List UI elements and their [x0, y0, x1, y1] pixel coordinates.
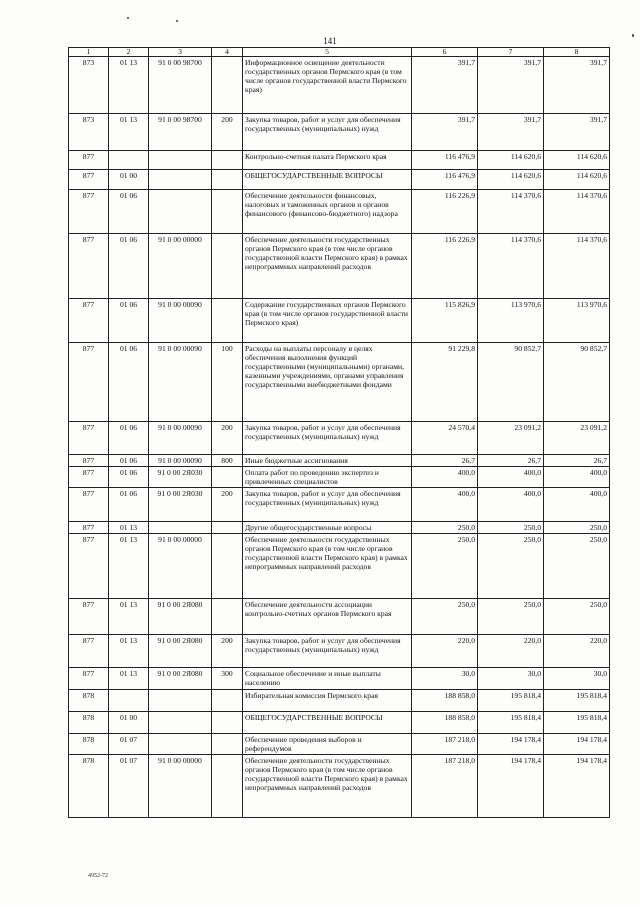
cell-amount-col7: 114 370,6: [478, 234, 544, 299]
table-row: [69, 114, 610, 151]
table-row: [69, 57, 610, 114]
cell-department: 877: [69, 299, 109, 343]
cell-amount-col6: 26,7: [412, 455, 478, 467]
cell-target-article: [149, 690, 212, 712]
cell-amount-col8: 26,7: [544, 455, 610, 467]
table-row: [69, 668, 610, 690]
table-row: [69, 534, 610, 599]
cell-amount-col7: 194 178,4: [478, 755, 544, 818]
cell-expense-type: [212, 534, 243, 599]
cell-amount-col8: 400,0: [544, 467, 610, 488]
cell-target-article: [149, 734, 212, 755]
cell-description: ОБЩЕГОСУДАРСТВЕННЫЕ ВОПРОСЫ: [243, 712, 412, 734]
table-row: [69, 455, 610, 467]
cell-target-article: [149, 712, 212, 734]
cell-section: 01 13: [109, 114, 149, 151]
header-cell: 2: [109, 48, 149, 57]
cell-amount-col7: 113 970,6: [478, 299, 544, 343]
cell-amount-col8: 391,7: [544, 114, 610, 151]
cell-amount-col7: 114 620,6: [478, 151, 544, 170]
budget-table: [68, 47, 610, 818]
cell-expense-type: [212, 151, 243, 170]
scan-speck: [632, 34, 634, 37]
cell-amount-col8: 250,0: [544, 534, 610, 599]
table-row: [69, 299, 610, 343]
cell-amount-col7: 30,0: [478, 668, 544, 690]
cell-section: 01 13: [109, 57, 149, 114]
table-row: [69, 488, 610, 522]
cell-expense-type: [212, 190, 243, 234]
cell-amount-col8: 114 370,6: [544, 234, 610, 299]
cell-department: 877: [69, 635, 109, 668]
cell-department: 878: [69, 712, 109, 734]
cell-amount-col7: 26,7: [478, 455, 544, 467]
cell-amount-col8: 194 178,4: [544, 734, 610, 755]
cell-amount-col6: 250,0: [412, 599, 478, 635]
cell-description: Социальное обеспечение и иные выплаты населению: [243, 668, 412, 690]
cell-target-article: 91 0 00 00090: [149, 299, 212, 343]
cell-expense-type: [212, 599, 243, 635]
cell-description: Обеспечение деятельности ассоциации контрольно-счетных органов Пермского края: [243, 599, 412, 635]
cell-amount-col8: 90 852,7: [544, 343, 610, 422]
cell-section: 01 06: [109, 343, 149, 422]
cell-amount-col8: 250,0: [544, 522, 610, 534]
cell-amount-col6: 91 229,8: [412, 343, 478, 422]
cell-target-article: [149, 522, 212, 534]
cell-target-article: 91 0 00 2Я080: [149, 599, 212, 635]
cell-description: Расходы на выплаты персоналу в целях обеспечения выполнения функций государственными (муниципальными) органами, казенными учреждениями, органами управления государственными внебюджетными фондами: [243, 343, 412, 422]
cell-department: 877: [69, 422, 109, 455]
cell-section: 01 13: [109, 599, 149, 635]
cell-amount-col6: 116 226,9: [412, 234, 478, 299]
cell-expense-type: [212, 734, 243, 755]
table-row: [69, 234, 610, 299]
cell-target-article: 91 0 00 98700: [149, 114, 212, 151]
table-row: [69, 467, 610, 488]
cell-department: 877: [69, 522, 109, 534]
cell-department: 877: [69, 599, 109, 635]
cell-description: Закупка товаров, работ и услуг для обеспечения государственных (муниципальных) нужд: [243, 422, 412, 455]
cell-target-article: 91 0 00 00000: [149, 534, 212, 599]
cell-amount-col7: 114 370,6: [478, 190, 544, 234]
cell-expense-type: [212, 522, 243, 534]
cell-amount-col6: 391,7: [412, 57, 478, 114]
cell-amount-col6: 30,0: [412, 668, 478, 690]
cell-expense-type: [212, 57, 243, 114]
cell-amount-col7: 220,0: [478, 635, 544, 668]
table-row: [69, 151, 610, 170]
cell-section: 01 06: [109, 299, 149, 343]
table-row: [69, 343, 610, 422]
cell-expense-type: 200: [212, 635, 243, 668]
table-row: [69, 734, 610, 755]
cell-target-article: 91 0 00 00000: [149, 234, 212, 299]
cell-amount-col8: 400,0: [544, 488, 610, 522]
cell-amount-col6: 116 476,9: [412, 151, 478, 170]
cell-description: Оплата работ по проведению экспертиз и привлеченных специалистов: [243, 467, 412, 488]
cell-target-article: [149, 151, 212, 170]
cell-amount-col6: 391,7: [412, 114, 478, 151]
cell-section: 01 06: [109, 488, 149, 522]
cell-amount-col6: 187 218,0: [412, 755, 478, 818]
cell-section: [109, 151, 149, 170]
header-cell: 8: [544, 48, 610, 57]
cell-description: Контрольно-счетная палата Пермского края: [243, 151, 412, 170]
header-cell: 4: [212, 48, 243, 57]
cell-section: 01 06: [109, 455, 149, 467]
header-cell: 3: [149, 48, 212, 57]
cell-section: 01 07: [109, 734, 149, 755]
header-cell: 6: [412, 48, 478, 57]
cell-amount-col6: 220,0: [412, 635, 478, 668]
cell-description: ОБЩЕГОСУДАРСТВЕННЫЕ ВОПРОСЫ: [243, 170, 412, 190]
cell-amount-col8: 114 620,6: [544, 151, 610, 170]
cell-amount-col8: 250,0: [544, 599, 610, 635]
cell-expense-type: [212, 712, 243, 734]
cell-department: 877: [69, 343, 109, 422]
cell-target-article: 91 0 00 2Я080: [149, 635, 212, 668]
cell-section: 01 13: [109, 635, 149, 668]
cell-expense-type: 800: [212, 455, 243, 467]
cell-amount-col7: 195 818,4: [478, 712, 544, 734]
table-row: [69, 599, 610, 635]
cell-target-article: 91 0 00 2Я080: [149, 668, 212, 690]
cell-expense-type: [212, 467, 243, 488]
cell-department: 877: [69, 170, 109, 190]
page-number: 141: [323, 36, 337, 46]
cell-department: 877: [69, 455, 109, 467]
cell-department: 877: [69, 190, 109, 234]
cell-amount-col6: 116 226,9: [412, 190, 478, 234]
cell-amount-col8: 194 178,4: [544, 755, 610, 818]
cell-description: Закупка товаров, работ и услуг для обеспечения государственных (муниципальных) нужд: [243, 114, 412, 151]
cell-expense-type: [212, 299, 243, 343]
cell-section: 01 06: [109, 467, 149, 488]
cell-target-article: 91 0 00 00090: [149, 343, 212, 422]
cell-expense-type: [212, 170, 243, 190]
cell-section: [109, 690, 149, 712]
table-header-row: [69, 48, 610, 57]
table-row: [69, 422, 610, 455]
cell-amount-col8: 195 818,4: [544, 712, 610, 734]
cell-description: Обеспечение деятельности государственных органов Пермского края (в том числе органов государственной власти Пермского края) в рамках непрограммных направлений расходов: [243, 755, 412, 818]
cell-amount-col7: 195 818,4: [478, 690, 544, 712]
table-row: [69, 690, 610, 712]
cell-expense-type: [212, 755, 243, 818]
cell-amount-col6: 24 570,4: [412, 422, 478, 455]
cell-section: 01 06: [109, 190, 149, 234]
cell-amount-col7: 400,0: [478, 467, 544, 488]
cell-department: 878: [69, 690, 109, 712]
cell-department: 873: [69, 114, 109, 151]
cell-target-article: 91 0 00 00090: [149, 422, 212, 455]
cell-amount-col6: 188 858,0: [412, 712, 478, 734]
cell-amount-col6: 188 858,0: [412, 690, 478, 712]
cell-expense-type: [212, 234, 243, 299]
cell-amount-col7: 90 852,7: [478, 343, 544, 422]
cell-description: Обеспечение деятельности финансовых, налоговых и таможенных органов и органов финансового (финансово-бюджетного) надзора: [243, 190, 412, 234]
cell-department: 877: [69, 488, 109, 522]
cell-description: Обеспечение деятельности государственных органов Пермского края (в том числе органов государственной власти Пермского края) в рамках непрограммных направлений расходов: [243, 534, 412, 599]
cell-amount-col7: 250,0: [478, 534, 544, 599]
cell-amount-col8: 114 370,6: [544, 190, 610, 234]
cell-department: 877: [69, 467, 109, 488]
cell-department: 878: [69, 755, 109, 818]
cell-amount-col7: 400,0: [478, 488, 544, 522]
cell-description: Содержание государственных органов Пермского края (в том числе органов государственной власти Пермского края): [243, 299, 412, 343]
cell-amount-col7: 23 091,2: [478, 422, 544, 455]
cell-section: 01 07: [109, 755, 149, 818]
table-row: [69, 635, 610, 668]
cell-amount-col7: 114 620,6: [478, 170, 544, 190]
footer-code: 4952-72: [88, 873, 108, 879]
cell-target-article: 91 0 00 00000: [149, 755, 212, 818]
header-cell: 1: [69, 48, 109, 57]
cell-amount-col8: 220,0: [544, 635, 610, 668]
table-row: [69, 755, 610, 818]
cell-expense-type: 200: [212, 488, 243, 522]
cell-department: 877: [69, 668, 109, 690]
cell-description: Иные бюджетные ассигнования: [243, 455, 412, 467]
cell-amount-col8: 114 620,6: [544, 170, 610, 190]
header-cell: 7: [478, 48, 544, 57]
cell-section: 01 00: [109, 170, 149, 190]
table-row: [69, 170, 610, 190]
cell-target-article: [149, 190, 212, 234]
cell-description: Закупка товаров, работ и услуг для обеспечения государственных (муниципальных) нужд: [243, 488, 412, 522]
cell-target-article: 91 0 00 2Я030: [149, 488, 212, 522]
cell-amount-col7: 250,0: [478, 522, 544, 534]
cell-section: 01 13: [109, 522, 149, 534]
table-row: [69, 190, 610, 234]
cell-amount-col6: 187 218,0: [412, 734, 478, 755]
cell-amount-col7: 391,7: [478, 114, 544, 151]
cell-amount-col6: 250,0: [412, 534, 478, 599]
cell-description: Закупка товаров, работ и услуг для обеспечения государственных (муниципальных) нужд: [243, 635, 412, 668]
table-row: [69, 712, 610, 734]
cell-amount-col6: 400,0: [412, 467, 478, 488]
scan-speck: [127, 17, 129, 19]
cell-amount-col6: 400,0: [412, 488, 478, 522]
cell-section: 01 13: [109, 534, 149, 599]
cell-section: 01 13: [109, 668, 149, 690]
cell-department: 873: [69, 57, 109, 114]
cell-amount-col7: 391,7: [478, 57, 544, 114]
scan-speck: [176, 20, 178, 22]
cell-target-article: [149, 170, 212, 190]
cell-section: 01 06: [109, 422, 149, 455]
cell-expense-type: 200: [212, 114, 243, 151]
cell-amount-col8: 391,7: [544, 57, 610, 114]
cell-amount-col8: 30,0: [544, 668, 610, 690]
cell-amount-col7: 250,0: [478, 599, 544, 635]
cell-expense-type: 200: [212, 422, 243, 455]
cell-expense-type: [212, 690, 243, 712]
cell-target-article: 91 0 00 2Я030: [149, 467, 212, 488]
cell-amount-col6: 250,0: [412, 522, 478, 534]
cell-amount-col8: 23 091,2: [544, 422, 610, 455]
cell-description: Информационное освещение деятельности государственных органов Пермского края (в том числе органов государственной власти Пермского края): [243, 57, 412, 114]
cell-section: 01 00: [109, 712, 149, 734]
cell-amount-col6: 116 476,9: [412, 170, 478, 190]
cell-amount-col8: 113 970,6: [544, 299, 610, 343]
cell-department: 877: [69, 151, 109, 170]
cell-description: Избирательная комиссия Пермского края: [243, 690, 412, 712]
cell-target-article: 91 0 00 98700: [149, 57, 212, 114]
cell-description: Обеспечение проведения выборов и референдумов: [243, 734, 412, 755]
cell-section: 01 06: [109, 234, 149, 299]
cell-expense-type: 100: [212, 343, 243, 422]
header-cell: 5: [243, 48, 412, 57]
cell-description: Обеспечение деятельности государственных органов Пермского края (в том числе органов государственной власти Пермского края) в рамках непрограммных направлений расходов: [243, 234, 412, 299]
cell-amount-col6: 115 826,9: [412, 299, 478, 343]
cell-department: 877: [69, 234, 109, 299]
cell-department: 878: [69, 734, 109, 755]
cell-target-article: 91 0 00 00090: [149, 455, 212, 467]
cell-description: Другие общегосударственные вопросы: [243, 522, 412, 534]
cell-amount-col7: 194 178,4: [478, 734, 544, 755]
cell-amount-col8: 195 818,4: [544, 690, 610, 712]
cell-expense-type: 300: [212, 668, 243, 690]
cell-department: 877: [69, 534, 109, 599]
table-row: [69, 522, 610, 534]
